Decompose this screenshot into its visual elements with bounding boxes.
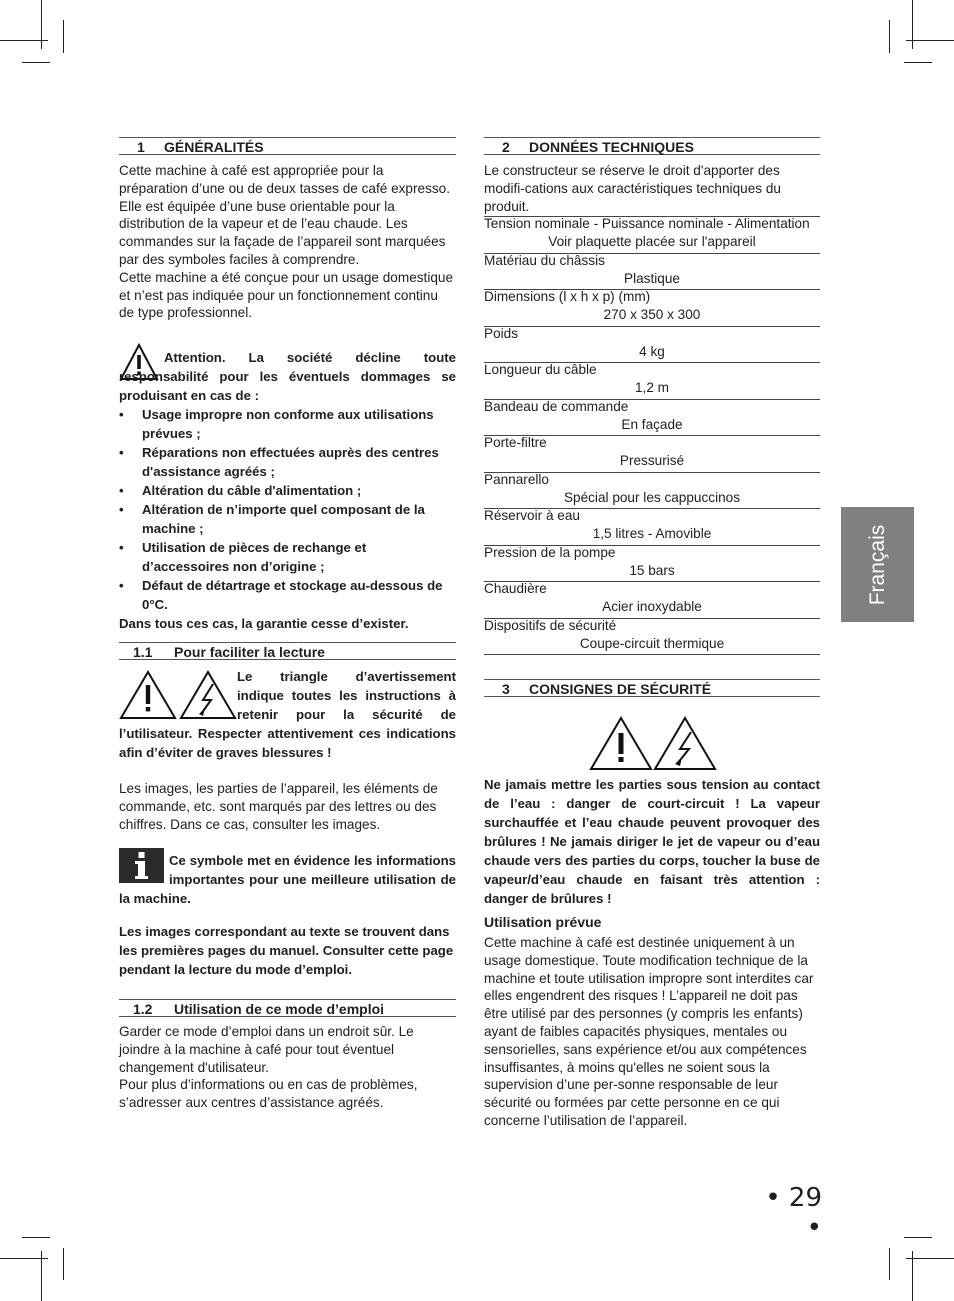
spec-label: Chaudière — [484, 581, 547, 596]
section-number: 2 — [502, 139, 510, 155]
crop-mark — [41, 1251, 42, 1301]
table-row — [484, 253, 820, 290]
language-label: Français — [865, 524, 889, 605]
spec-table — [484, 216, 820, 656]
spec-value: 1,5 litres - Amovible — [592, 526, 712, 541]
spec-label: Dispositifs de sécurité — [484, 617, 617, 633]
table-row — [484, 472, 820, 509]
crop-mark — [904, 1237, 932, 1238]
section-3-header — [484, 679, 820, 697]
spec-value: 4 kg — [639, 343, 665, 359]
table-row — [484, 216, 820, 253]
section-title: Pour faciliter la lecture — [174, 644, 325, 660]
list-item: • Altération du câble d'alimentation ; — [119, 481, 456, 500]
paragraph: Cette machine à café est appropriée pour la préparation d’une ou de deux tasses de café expresso. Elle est équipée d’une buse orientable pour la distribution de la vapeur et de l’eau chaude. Les commandes sur la façade de l’appareil sont marquées par des symboles faciles à comprendre. — [119, 163, 451, 267]
crop-mark — [904, 62, 932, 63]
list-item: • Usage impropre non conforme aux utilisations prévues ; — [119, 405, 456, 443]
spec-label: Pannarello — [484, 471, 549, 487]
spec-value: Plastique — [624, 270, 680, 286]
list-item: • Utilisation de pièces de rechange et d’accessoires non d’origine ; — [119, 538, 456, 576]
paragraph: Garder ce mode d’emploi dans un endroit sûr. Le joindre à la machine à café pour tout éventuel changement d'utilisateur. — [119, 1024, 414, 1075]
spec-value: Acier inoxydable — [602, 599, 702, 614]
crop-mark — [889, 1248, 890, 1280]
spec-label: Poids — [484, 325, 519, 341]
warning-list — [119, 405, 456, 614]
spec-label: Porte-filtre — [484, 435, 547, 450]
crop-mark — [889, 20, 890, 53]
warning-intro: Attention. La société décline toute responsabilité pour les éventuels dommages se produisant en cas de : — [119, 350, 456, 403]
spec-value: En façade — [621, 416, 683, 432]
section-2-header — [484, 137, 820, 155]
crop-mark — [22, 62, 50, 63]
section-title: DONNÉES TECHNIQUES — [529, 139, 694, 155]
table-row — [484, 362, 820, 399]
section-number: 3 — [502, 681, 510, 697]
spec-label: Bandeau de commande — [484, 398, 629, 414]
info-note — [119, 851, 456, 908]
images-paragraph: Les images, les parties de l’appareil, les éléments de commande, etc. sont marqués par des lettres ou des chiffres. Dans ce cas, consulter les images. — [119, 781, 438, 832]
float-spacer — [119, 667, 237, 721]
list-item: • Défaut de détartrage et stockage au-dessous de 0°C. — [119, 576, 456, 614]
crop-mark — [906, 1258, 954, 1259]
intended-use-text: Cette machine à café est destinée uniquement à un usage domestique. Toute modification technique de la machine et toute utilisation impropre sont interdites car elles engendrent des risques ! L’appareil ne doit pas être utilisé par des personnes (y compris les enfants) ayant de faibles capacités physiques, mentales ou sensorielles, sans expérience et/ou aux compétences insuffisantes, à moins qu'elles ne soient sous la supervision d’une per-sonne responsable de leur sécurité ou formées par cette personne en ce qui concerne l’utilisation de l’appareil. — [484, 935, 814, 1128]
section-number: 1 — [137, 139, 145, 155]
table-row — [484, 326, 820, 363]
crop-mark — [41, 0, 42, 49]
section-1-2-body — [119, 1023, 456, 1112]
triangle-text: Le triangle d’avertissement indique toutes les instructions à retenir pour la sécurité de l’utilisateur. Respecter attentivement ces indications afin d’éviter de graves blessures ! — [119, 669, 456, 760]
spec-label: Longueur du câble — [484, 362, 597, 377]
sub-heading: Utilisation prévue — [484, 914, 602, 930]
section-1-header — [119, 137, 456, 155]
list-item: • Altération de n’importe quel composant de la machine ; — [119, 500, 456, 538]
table-row — [484, 618, 820, 655]
electric-hazard-icon — [653, 716, 717, 771]
language-tab — [841, 507, 914, 622]
list-item: • Réparations non effectuées auprès des centres d'assistance agréés ; — [119, 443, 456, 481]
spec-value: Voir plaquette placée sur l'appareil — [548, 234, 756, 249]
spec-label: Dimensions (l x h x p) (mm) — [484, 289, 651, 304]
danger-text: Ne jamais mettre les parties sous tension au contact de l’eau : danger de court-circuit ! La vapeur surchauffée et l’eau chaude peuvent provoquer des brûlures ! Ne jamais diriger le jet de vapeur ou d’eau chaude vers des parties du corps, toucher la buse de vapeur/d’eau chaude en faisant très attention : danger de brûlures ! — [484, 777, 820, 906]
section-title: GÉNÉRALITÉS — [164, 139, 264, 155]
table-row — [484, 508, 820, 545]
page-number: • 29 • — [765, 1183, 822, 1243]
warning-end: Dans tous ces cas, la garantie cesse d’exister. — [119, 616, 409, 631]
section-number: 1.1 — [133, 644, 153, 660]
crop-mark — [912, 0, 913, 49]
spec-value: Coupe-circuit thermique — [579, 635, 725, 651]
warning-triangle-icon — [589, 716, 653, 771]
table-row — [484, 581, 820, 618]
triangle-note — [119, 667, 456, 762]
info-text: Ce symbole met en évidence les informations importantes pour une meilleure utilisation de la machine. — [119, 853, 456, 906]
section-title: CONSIGNES DE SÉCURITÉ — [529, 681, 712, 697]
section-2-intro: Le constructeur se réserve le droit d'apporter des modifi-cations aux caractéristiques techniques du produit. — [484, 163, 781, 214]
table-row — [484, 435, 820, 472]
crop-mark — [22, 1237, 50, 1238]
paragraph: Cette machine a été conçue pour un usage domestique et n’est pas indiquée pour un fonctionnement continu de type professionnel. — [119, 269, 454, 321]
spec-label: Pression de la pompe — [484, 544, 616, 560]
spec-label: Matériau du châssis — [484, 252, 605, 268]
images-paragraph-2: Les images correspondant au texte se trouvent dans les premières pages du manuel. Consulter cette page pendant la lecture du mode d’emploi. — [119, 924, 454, 977]
spec-label: Réservoir à eau — [484, 508, 580, 523]
table-bottom-rule — [484, 654, 820, 656]
warning-block — [119, 348, 456, 633]
crop-mark — [906, 40, 954, 41]
paragraph: Pour plus d’informations ou en cas de problèmes, s’adresser aux centres d’assistance agréés. — [119, 1077, 418, 1111]
spec-label: Tension nominale - Puissance nominale - Alimentation — [484, 216, 810, 231]
section-title: Utilisation de ce mode d’emploi — [174, 1001, 385, 1017]
section-1-body — [119, 162, 456, 322]
section-1-2-header — [119, 999, 456, 1017]
spec-value: 15 bars — [629, 562, 675, 578]
spec-value: 1,2 m — [635, 380, 669, 395]
crop-mark — [63, 20, 64, 53]
section-number: 1.2 — [133, 1001, 153, 1017]
table-row — [484, 545, 820, 582]
float-spacer — [119, 851, 169, 887]
crop-mark — [912, 1251, 913, 1301]
table-row — [484, 289, 820, 326]
spec-value: Pressurisé — [619, 453, 685, 468]
table-row — [484, 399, 820, 436]
section-1-1-header — [119, 642, 456, 660]
spec-value: 270 x 350 x 300 — [603, 307, 701, 322]
crop-mark — [63, 1248, 64, 1280]
spec-value: Spécial pour les cappuccinos — [563, 489, 741, 505]
